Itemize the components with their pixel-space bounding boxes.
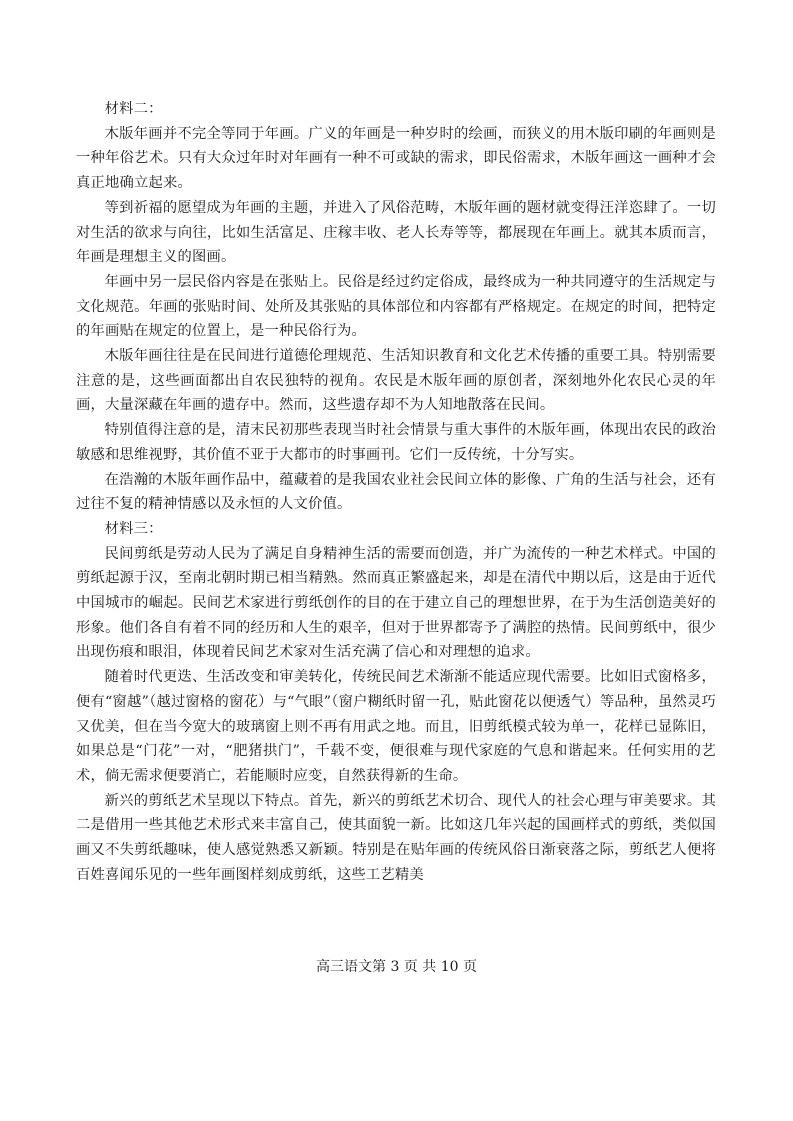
- paragraph: 随着时代更迭、生活改变和审美转化，传统民间艺术渐渐不能适应现代需要。比如旧式窗格多，便有“窗越”（越过窗格的窗花）与“气眼”（窗户糊纸时留一孔，贴此窗花以便透气）等品种，虽然灵巧又优美，但在当今宽大的玻璃窗上则不再有用武之地。而且，旧剪纸模式较为单一，花样已显陈旧，如果总是“门花”一对，“肥猪拱门”，千载不变，便很难与现代家庭的气息和谐起来。任何实用的艺术，倘无需求便要消亡，若能顺时应变，自然获得新的生命。: [76, 669, 716, 784]
- paragraph: 特别值得注意的是，清末民初那些表现当时社会情景与重大事件的木版年画，体现出农民的政治敏感和思维视野，其价值不亚于大都市的时事画刊。它们一反传统，十分写实。: [76, 422, 716, 463]
- paragraph: 新兴的剪纸艺术呈现以下特点。首先，新兴的剪纸艺术切合、现代人的社会心理与审美要求。其二是借用一些其他艺术形式来丰富自己，使其面貌一新。比如这几年兴起的国画样式的剪纸，类似国画又不失剪纸趣味，使人感觉熟悉又新颖。特别是在贴年画的传统风俗日渐衰落之际，剪纸艺人便将百姓喜闻乐见的一些年画图样刻成剪纸，这些工艺精美: [76, 792, 716, 883]
- paragraph: 在浩瀚的木版年画作品中，蕴藏着的是我国农业社会民间立体的影像、广角的生活与社会，还有过往不复的精神情感以及永恒的人文价值。: [76, 471, 716, 513]
- document-body: [76, 97, 716, 888]
- paragraph: 民间剪纸是劳动人民为了满足自身精神生活的需要而创造，并广为流传的一种艺术样式。中国的剪纸起源于汉，至南北朝时期已相当精熟。然而真正繁盛起来，却是在清代中期以后，这是由于近代中国城市的崛起。民间艺术家进行剪纸创作的目的在于建立自己的理想世界，在于为生活创造美好的形象。他们各自有着不同的经历和人生的艰辛，但对于世界都寄予了满腔的热情。民间剪纸中，很少出现伤痕和眼泪，体现着民间艺术家对生活充满了信心和对理想的追求。: [76, 545, 716, 661]
- paragraph: 木版年画并不完全等同于年画。广义的年画是一种岁时的绘画，而狭义的用木版印刷的年画则是一种年俗艺术。只有大众过年时对年画有一种不可或缺的需求，即民俗需求，木版年画这一画种才会真正地确立起来。: [76, 125, 716, 192]
- section-heading-material-3: 材料三：: [104, 520, 163, 537]
- paragraph: 年画中另一层民俗内容是在张贴上。民俗是经过约定俗成，最终成为一种共同遵守的生活规定与文化规范。年画的张贴时间、处所及其张贴的具体部位和内容都有严格规定。在规定的时间，把特定的年画贴在规定的位置上，是一种民俗行为。: [76, 273, 716, 340]
- paragraph: 等到祈福的愿望成为年画的主题，并进入了风俗范畴，木版年画的题材就变得汪洋恣肆了。一切对生活的欲求与向往，比如生活富足、庄稼丰收、老人长寿等等，都展现在年画上。就其本质而言，年画是理想主义的图画。: [76, 199, 716, 266]
- section-heading-material-2: 材料二：: [104, 101, 163, 117]
- page-footer: 高三语文第 3 页 共 10 页: [316, 959, 477, 975]
- paragraph: 木版年画往往是在民间进行道德伦理规范、生活知识教育和文化艺术传播的重要工具。特别需要注意的是，这些画面都出自农民独特的视角。农民是木版年画的原创者，深刻地外化农民心灵的年画，大量深藏在年画的遗存中。然而，这些遗存却不为人知地散落在民间。: [76, 348, 716, 414]
